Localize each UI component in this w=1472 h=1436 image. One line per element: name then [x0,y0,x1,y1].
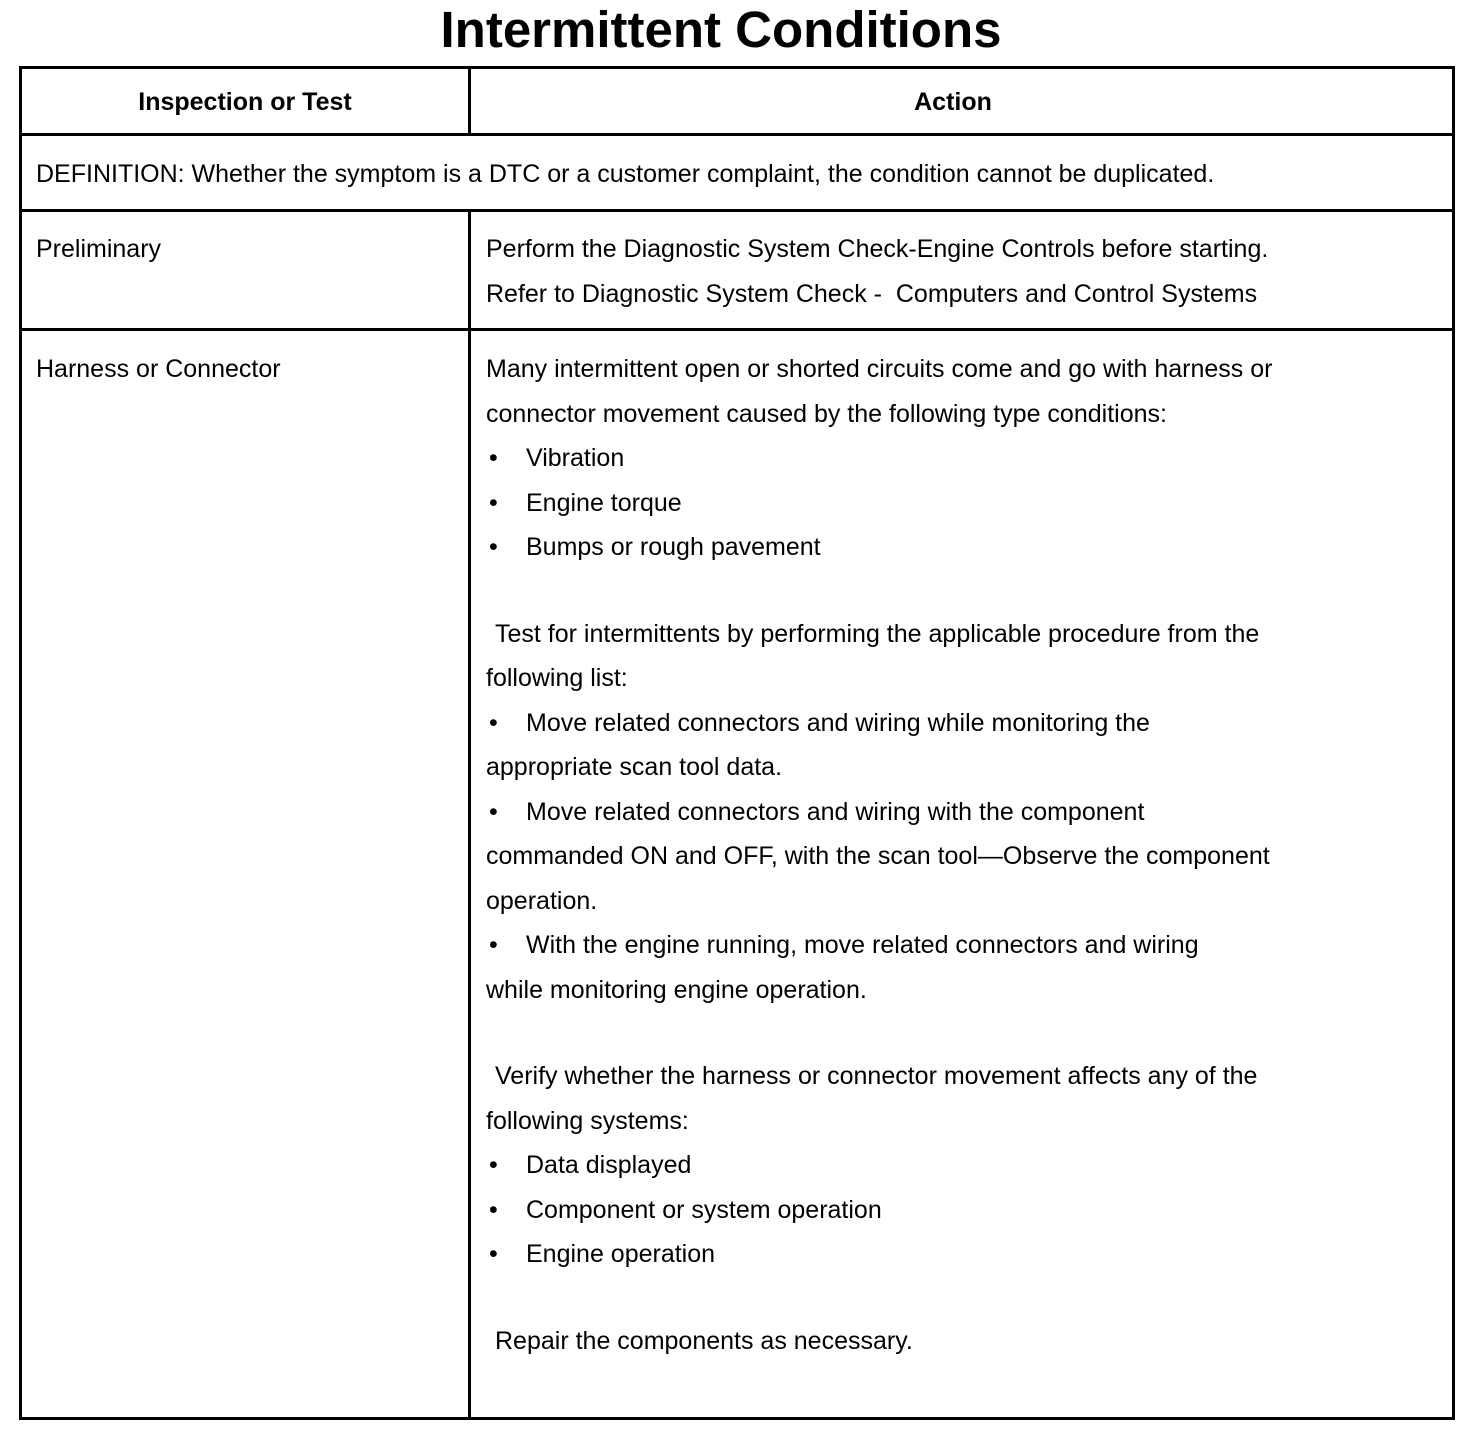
column-divider-body [468,209,471,1420]
condition-list-item: • Engine torque [486,481,1436,526]
procedure-list-item: • With the engine running, move related connectors and wiring [486,923,1436,968]
system-list-item: • Engine operation [486,1232,1436,1277]
page-title: Intermittent Conditions [440,1,1002,58]
action-line: Perform the Diagnostic System Check-Engine Controls before starting. [486,235,1269,263]
bullet-icon: • [489,444,498,472]
row-action-preliminary [486,227,1436,316]
procedure-list-item: • Move related connectors and wiring with the component [486,790,1436,835]
action-line: Refer to Diagnostic System Check - Computers and Control Systems [486,279,1258,308]
row-divider [19,328,1455,331]
row-action-harness-or-connector [486,347,1436,1363]
verify-intro-line: Verify whether the harness or connector movement affects any of the [495,1062,1258,1090]
procedure-list-item: • Move related connectors and wiring while monitoring the [486,701,1436,746]
procedure-continuation: operation. [486,886,598,915]
header-divider [19,133,1455,136]
intro-line: connector movement caused by the following type conditions: [486,399,1167,428]
system-list-item: • Data displayed [486,1143,1436,1188]
bullet-icon: • [489,708,498,737]
procedure-continuation: appropriate scan tool data. [486,753,783,781]
intro-line: Many intermittent open or shorted circuits come and go with harness or [486,355,1273,383]
condition-list-item: • Vibration [486,436,1436,481]
bullet-icon: • [489,533,498,561]
verify-intro-line: following systems: [486,1106,689,1135]
bullet-icon: • [489,931,498,959]
bullet-icon: • [489,1240,498,1268]
procedure-continuation: commanded ON and OFF, with the scan tool—Observe the component [486,842,1270,870]
system-list-item: • Component or system operation [486,1188,1436,1233]
test-intro-line: following list: [486,664,628,692]
definition-divider [19,209,1455,212]
header-action: Action [914,88,992,116]
definition-text: DEFINITION: Whether the symptom is a DTC or a customer complaint, the condition cannot be duplicated. [36,160,1215,188]
test-intro-line: Test for intermittents by performing the applicable procedure from the [495,619,1260,648]
row-label-preliminary: Preliminary [36,235,162,263]
bullet-icon: • [489,797,498,826]
bullet-icon: • [489,1195,498,1224]
bullet-icon: • [489,1151,498,1179]
bullet-icon: • [489,488,498,517]
closing-instruction: Repair the components as necessary. [495,1326,913,1355]
row-label-harness-or-connector: Harness or Connector [36,355,281,383]
procedure-continuation: while monitoring engine operation. [486,975,867,1004]
header-inspection-or-test: Inspection or Test [138,88,352,116]
condition-list-item: • Bumps or rough pavement [486,525,1436,570]
